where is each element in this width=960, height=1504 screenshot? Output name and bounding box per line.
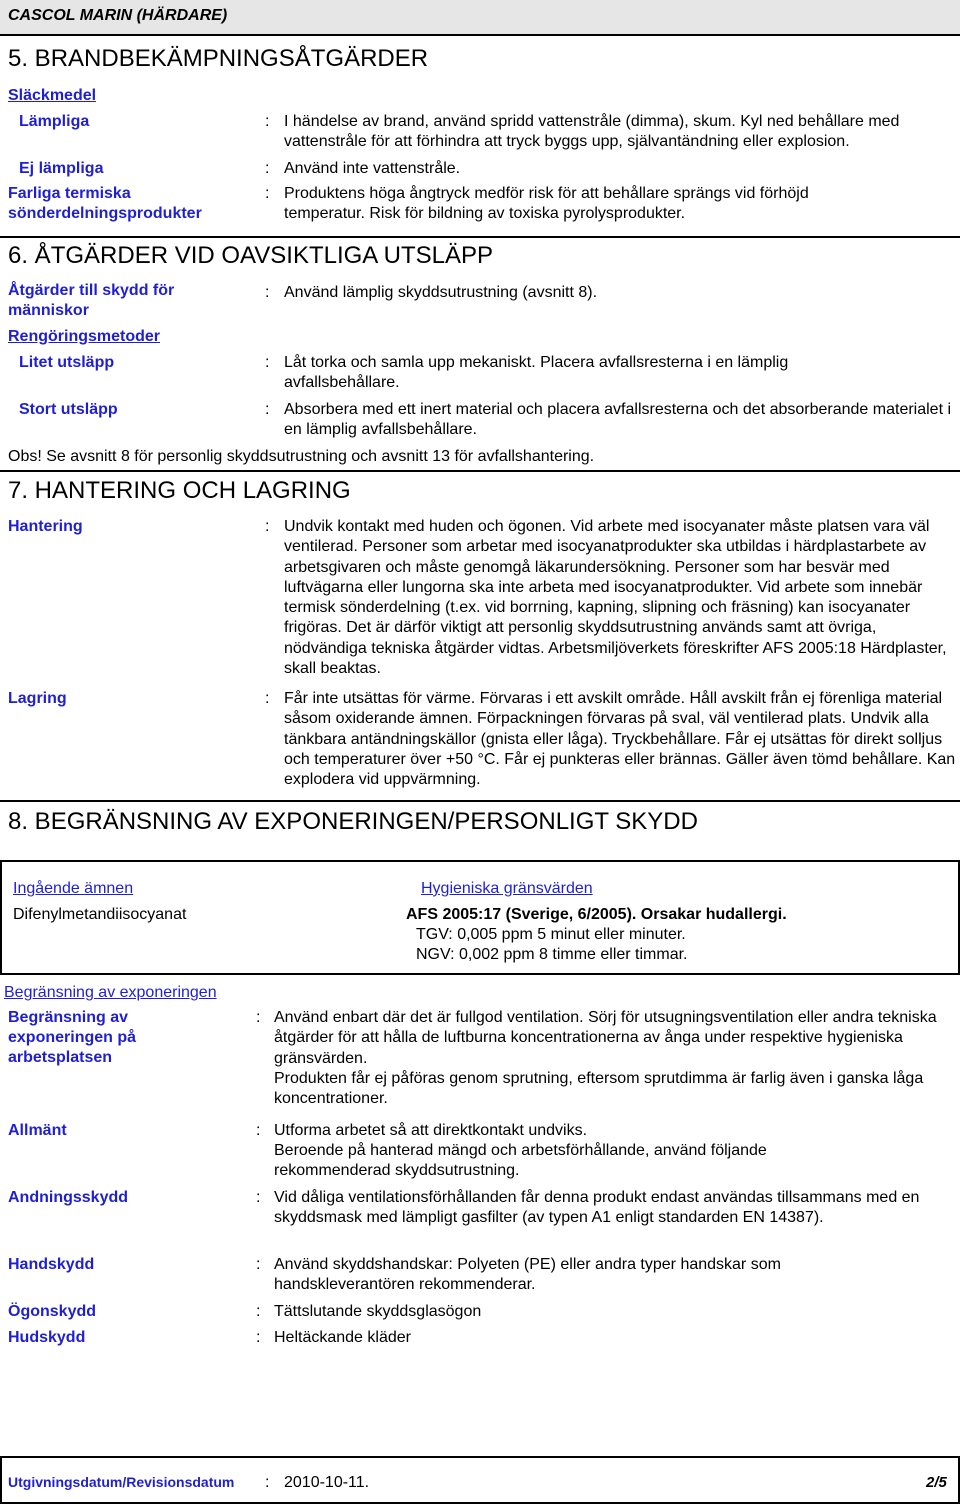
hudskydd-label: Hudskydd bbox=[8, 1329, 86, 1346]
section-6-rule bbox=[0, 236, 960, 238]
ej-lampliga-label: Ej lämpliga bbox=[19, 160, 104, 177]
document-title: CASCOL MARIN (HÄRDARE) bbox=[8, 7, 228, 24]
section-8-rule bbox=[0, 800, 960, 802]
hygieniska-header: Hygieniska gränsvärden bbox=[421, 880, 593, 897]
stort-utslapp-label: Stort utsläpp bbox=[19, 401, 118, 418]
colon: : bbox=[256, 1122, 261, 1139]
lagring-text: Får inte utsättas för värme. Förvaras i ett avskilt område. Håll avskilt från ej förenliga material såsom oxiderande ämnen. Förpackningen förvaras på sval, väl ventilerad plats. Undvik alla tänkbara antändningskällor (gnista eller låga). Tryckbehållare. Får ej utsättas för direkt solljus och temperaturer över +50 °C. Får ej punkteras eller brännas. Gäller även tömd behållare. Kan explodera vid uppvärmning. bbox=[284, 690, 956, 789]
ingaende-amnen-header: Ingående ämnen bbox=[13, 880, 134, 897]
colon: : bbox=[256, 1009, 261, 1026]
litet-utslapp-text: Låt torka och samla upp mekaniskt. Placera avfallsresterna i en lämplig avfallsbehållare. bbox=[284, 354, 789, 392]
ogonskydd-label: Ögonskydd bbox=[8, 1303, 97, 1320]
rengoringsmetoder-subheading: Rengöringsmetoder bbox=[8, 328, 161, 345]
slackmedel-subheading: Släckmedel bbox=[8, 87, 97, 104]
arbetsplatsen-label: Begränsning av exponeringen på arbetsplatsen bbox=[8, 1009, 137, 1066]
farliga-label: Farliga termiska sönderdelningsprodukter bbox=[8, 185, 202, 222]
header-rule bbox=[0, 34, 960, 36]
andningsskydd-label: Andningsskydd bbox=[8, 1189, 129, 1206]
atgarder-text: Använd lämplig skyddsutrustning (avsnitt 8). bbox=[284, 284, 598, 301]
colon: : bbox=[265, 401, 270, 418]
section-8-title: 8. BEGRÄNSNING AV EXPONERINGEN/PERSONLIGT SKYDD bbox=[8, 808, 698, 835]
stort-utslapp-text: Absorbera med ett inert material och placera avfallsresterna och det absorberande materialet i en lämplig avfallsbehållare. bbox=[284, 401, 952, 439]
obs-note: Obs! Se avsnitt 8 för personlig skyddsutrustning och avsnitt 13 för avfallshantering. bbox=[8, 448, 595, 465]
ogonskydd-text: Tättslutande skyddsglasögon bbox=[274, 1303, 482, 1320]
allmant-text2: Beroende på hanterad mängd och arbetsförhållande, använd följande rekommenderad skyddsutrustning. bbox=[274, 1142, 767, 1180]
hantering-label: Hantering bbox=[8, 518, 83, 535]
colon: : bbox=[265, 113, 270, 130]
colon: : bbox=[265, 1474, 270, 1491]
section-5-title: 5. BRANDBEKÄMPNINGSÅTGÄRDER bbox=[8, 45, 429, 72]
colon: : bbox=[256, 1189, 261, 1206]
arbetsplatsen-text2: Produkten får ej påföras genom sprutning, eftersom sprutdimma är farlig även i ganska låga koncentrationer. bbox=[274, 1070, 924, 1108]
lampliga-text: I händelse av brand, använd spridd vattenstråle (dimma), skum. Kyl ned behållare med vattenstråle för att förhindra att tryck byggs upp, självantändning eller explosion. bbox=[284, 113, 900, 151]
allmant-text1: Utforma arbetet så att direktkontakt undviks. bbox=[274, 1122, 588, 1139]
footer-date: 2010-10-11. bbox=[284, 1474, 370, 1491]
ingaende-value: Difenylmetandiisocyanat bbox=[13, 906, 187, 923]
section-6-title: 6. ÅTGÄRDER VID OAVSIKTLIGA UTSLÄPP bbox=[8, 242, 494, 269]
lampliga-label: Lämpliga bbox=[19, 113, 90, 130]
handskydd-label: Handskydd bbox=[8, 1256, 95, 1273]
ej-lampliga-text: Använd inte vattenstråle. bbox=[284, 160, 461, 177]
colon: : bbox=[265, 284, 270, 301]
footer-date-label: Utgivningsdatum/Revisionsdatum bbox=[8, 1474, 235, 1490]
colon: : bbox=[265, 160, 270, 177]
tgv-value: TGV: 0,005 ppm 5 minut eller minuter. bbox=[416, 926, 686, 943]
atgarder-label: Åtgärder till skydd för människor bbox=[8, 282, 175, 319]
colon: : bbox=[265, 354, 270, 371]
arbetsplatsen-text1: Använd enbart där det är fullgod ventilation. Sörj för utsugningsventilation eller andra tekniska åtgärder för att hålla de luftburna koncentrationerna av ånga under respektive hygieniska gränsvärden. bbox=[274, 1009, 937, 1067]
colon: : bbox=[265, 690, 270, 707]
section-7-title: 7. HANTERING OCH LAGRING bbox=[8, 477, 351, 504]
hudskydd-text: Heltäckande kläder bbox=[274, 1329, 411, 1346]
colon: : bbox=[256, 1256, 261, 1273]
andningsskydd-text: Vid dåliga ventilationsförhållanden får denna produkt endast användas tillsammans med en skyddsmask med lämpligt gasfilter (av typen A1 enligt standarden EN 14387). bbox=[274, 1189, 920, 1227]
begransning-header: Begränsning av exponeringen bbox=[4, 984, 217, 1001]
section-7-rule bbox=[0, 470, 960, 472]
ngv-value: NGV: 0,002 ppm 8 timme eller timmar. bbox=[416, 946, 688, 963]
colon: : bbox=[256, 1329, 261, 1346]
farliga-text: Produktens höga ångtryck medför risk för att behållare sprängs vid förhöjd temperatur. Risk för bildning av toxiska pyrolysprodukter. bbox=[284, 185, 809, 223]
handskydd-text: Använd skyddshandskar: Polyeten (PE) eller andra typer handskar som handskleverantören rekommenderar. bbox=[274, 1256, 781, 1294]
page-number: 2/5 bbox=[926, 1474, 947, 1491]
colon: : bbox=[265, 185, 270, 202]
afs-value: AFS 2005:17 (Sverige, 6/2005). Orsakar hudallergi. bbox=[406, 906, 787, 923]
allmant-label: Allmänt bbox=[8, 1122, 67, 1139]
hantering-text: Undvik kontakt med huden och ögonen. Vid arbete med isocyanater måste platsen vara väl ventilerad. Personer som arbetar med isocyanatprodukter ska utbildas i härdplastarbete av arbetsgivaren och måste genomgå läkarundersökning. Personer som har besvär med luftvägarna eller lungorna ska inte arbeta med isocyanatprodukter. Vid arbete som innebär termisk sönderdelning (t.ex. vid borrning, kapning, slipning och fräsning) kan isocyanater frigöras. Det är därför viktigt att personlig skyddsutrustning används samt att övriga, nödvändiga tekniska åtgärder vidtas. Arbetsmiljöverkets föreskrifter AFS 2005:18 Härdplaster, skall beaktas. bbox=[284, 518, 947, 678]
lagring-label: Lagring bbox=[8, 690, 67, 707]
litet-utslapp-label: Litet utsläpp bbox=[19, 354, 115, 371]
colon: : bbox=[265, 518, 270, 535]
colon: : bbox=[256, 1303, 261, 1320]
